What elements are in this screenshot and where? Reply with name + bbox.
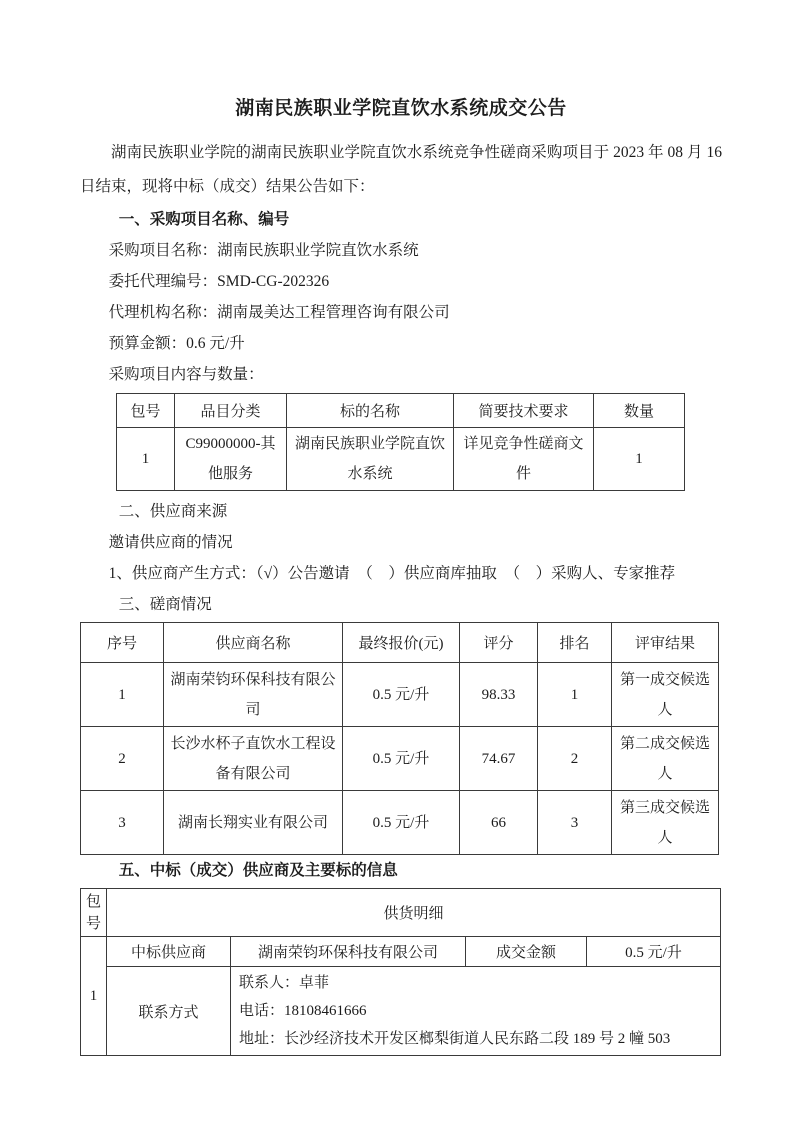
table-header-cell: 评审结果 — [612, 623, 719, 663]
intro-paragraph: 湖南民族职业学院的湖南民族职业学院直饮水系统竞争性磋商采购项目于 2023 年 08 月 16 日结束，现将中标（成交）结果公告如下： — [80, 144, 722, 195]
table-cell: 3 — [538, 791, 612, 855]
table-header-cell: 标的名称 — [287, 394, 454, 428]
table-cell: 1 — [594, 428, 685, 491]
table-cell: 湖南长翔实业有限公司 — [164, 791, 343, 855]
supply-detail-header-cell: 供货明细 — [107, 889, 721, 937]
table-cell: C99000000-其他服务 — [175, 428, 287, 491]
table-row — [81, 967, 721, 1056]
table-header-cell: 包号 — [117, 394, 175, 428]
field-project-name: 采购项目名称：湖南民族职业学院直饮水系统 — [108, 242, 419, 259]
table-cell: 0.5 元/升 — [343, 791, 460, 855]
package-no-header-cell: 包号 — [81, 889, 107, 937]
field-content-quantity: 采购项目内容与数量： — [108, 366, 264, 383]
table-header-cell: 数量 — [594, 394, 685, 428]
table-cell: 1 — [117, 428, 175, 491]
contact-phone-line: 电话：18108461666 — [239, 1003, 367, 1019]
table-cell: 湖南民族职业学院直饮水系统 — [287, 428, 454, 491]
section1-heading: 一、采购项目名称、编号 — [118, 211, 290, 228]
table-cell: 2 — [81, 727, 164, 791]
contact-label-cell: 联系方式 — [107, 967, 231, 1056]
table-row — [117, 428, 685, 491]
table-cell: 1 — [81, 663, 164, 727]
table-header-cell: 品目分类 — [175, 394, 287, 428]
section5-heading: 五、中标（成交）供应商及主要标的信息 — [118, 862, 398, 879]
winner-label-cell: 中标供应商 — [107, 937, 231, 967]
winner-info-table — [80, 888, 721, 1056]
table-header-row — [81, 889, 721, 937]
table-cell: 3 — [81, 791, 164, 855]
table-row — [81, 937, 721, 967]
table-header-cell: 供应商名称 — [164, 623, 343, 663]
winner-name-cell: 湖南荣钧环保科技有限公司 — [231, 937, 466, 967]
contact-person-line: 联系人：卓菲 — [239, 975, 330, 991]
table-cell: 详见竞争性磋商文件 — [454, 428, 594, 491]
section2-heading: 二、供应商来源 — [118, 503, 228, 520]
table-cell: 74.67 — [460, 727, 538, 791]
page-title: 湖南民族职业学院直饮水系统成交公告 — [235, 98, 567, 119]
package-no-cell: 1 — [81, 937, 107, 1056]
table-cell: 0.5 元/升 — [343, 663, 460, 727]
table-header-cell: 序号 — [81, 623, 164, 663]
table-header-row — [117, 394, 685, 428]
supplier-source-options: 1、供应商产生方式：（√）公告邀请 （ ）供应商库抽取 （ ）采购人、专家推荐 — [108, 565, 676, 582]
table-row — [81, 663, 719, 727]
table-cell: 2 — [538, 727, 612, 791]
table-cell: 第三成交候选人 — [612, 791, 719, 855]
invite-suppliers-line: 邀请供应商的情况 — [108, 534, 233, 551]
field-agency-code: 委托代理编号：SMD-CG-202326 — [108, 273, 330, 290]
negotiation-result-table — [80, 622, 719, 855]
table-header-cell: 最终报价(元) — [343, 623, 460, 663]
project-items-table — [116, 393, 685, 491]
table-cell: 湖南荣钧环保科技有限公司 — [164, 663, 343, 727]
table-cell: 0.5 元/升 — [343, 727, 460, 791]
table-row — [81, 791, 719, 855]
table-cell: 98.33 — [460, 663, 538, 727]
contact-address-line: 地址：长沙经济技术开发区榔梨街道人民东路二段 189 号 2 幢 503 — [239, 1031, 671, 1047]
table-header-row — [81, 623, 719, 663]
amount-value-cell: 0.5 元/升 — [587, 937, 721, 967]
table-header-cell: 简要技术要求 — [454, 394, 594, 428]
field-budget: 预算金额：0.6 元/升 — [108, 335, 245, 352]
table-cell: 第一成交候选人 — [612, 663, 719, 727]
table-cell: 长沙水杯子直饮水工程设备有限公司 — [164, 727, 343, 791]
field-agency-name: 代理机构名称：湖南晟美达工程管理咨询有限公司 — [108, 304, 450, 321]
table-row — [81, 727, 719, 791]
table-header-cell: 评分 — [460, 623, 538, 663]
table-cell: 66 — [460, 791, 538, 855]
amount-label-cell: 成交金额 — [466, 937, 587, 967]
section3-heading: 三、磋商情况 — [118, 596, 212, 613]
table-cell: 第二成交候选人 — [612, 727, 719, 791]
table-cell: 1 — [538, 663, 612, 727]
contact-info-cell — [231, 967, 721, 1056]
table-header-cell: 排名 — [538, 623, 612, 663]
